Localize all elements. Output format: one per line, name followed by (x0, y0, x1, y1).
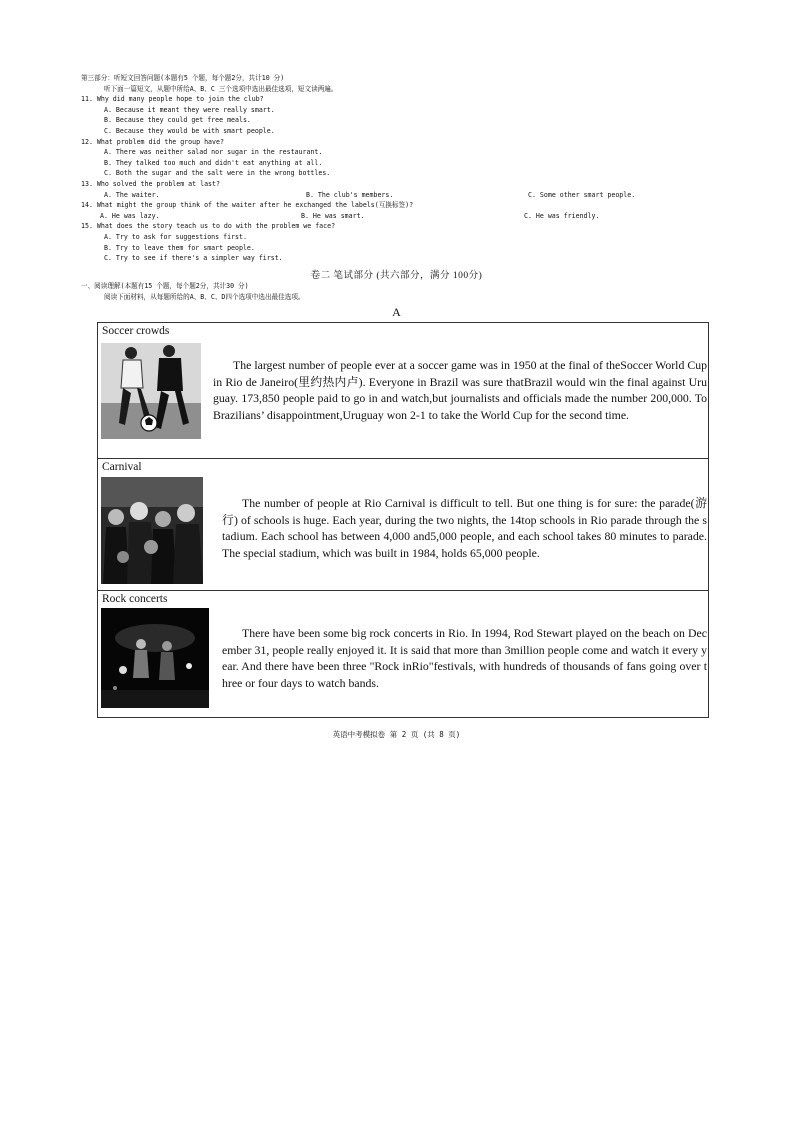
question-stem: 11. Why did many people hope to join the club? (81, 95, 264, 104)
question-options-row (81, 190, 721, 201)
row-title: Soccer crowds (102, 325, 170, 337)
question-stem: 13. Who solved the problem at last? (81, 179, 220, 188)
question-stem: 14. What might the group think of the waiter after he exchanged the labels(互换标签)? (81, 201, 414, 210)
passage-paragraph: The number of people at Rio Carnival is difficult to tell. But one thing is for sure: the parade(游行) of schools is huge. Each year, during the two nights, the 14top schools in Rio parade through the stadium. Each school has between 4,000 and5,000 people, and each school takes 80 minutes to parade. The special stadium, which was built in 1984, holds 65,000 people. (222, 496, 707, 560)
passage-paragraph: There have been some big rock concerts in Rio. In 1994, Rod Stewart played on the beach on December 31, people really enjoyed it. It is said that more than 3million people come and watch it every year. And there have been three "Rock inRio"festivals, with hundreds of thousands of fans going over three or four days to watch bands. (222, 626, 707, 690)
question-options-row (81, 211, 721, 222)
passage-paragraph: The largest number of people ever at a soccer game was in 1950 at the final of theSoccer World Cup in Rio de Janeiro(里约热内卢). Everyone in Brazil was sure thatBrazil would win the final against Uruguay. 173,850 people paid to go in and watch,but journalists and officials made the number 200,000. To Brazilians’ disappointment,Uruguay won 2-1 to take the World Cup for the second time. (213, 358, 707, 422)
question-option: B. They talked too much and didn't eat anything at all. (104, 158, 323, 167)
passage-letter: A (392, 305, 401, 319)
question-option: B. The club's members. (306, 190, 394, 199)
carnival-crowd-image (101, 477, 203, 584)
question-option: A. Because it meant they were really smart. (104, 105, 275, 114)
row-title: Carnival (102, 461, 142, 473)
question-option: A. There was neither salad nor sugar in the restaurant. (104, 148, 323, 157)
soccer-players-photo (101, 343, 201, 439)
reading-header: 一、阅读理解(本题有15 个题，每个题2分，共计30 分) (81, 282, 249, 290)
rock-concert-photo (101, 608, 209, 708)
question-option: C. Because they would be with smart people. (104, 126, 275, 135)
table-row (98, 459, 708, 591)
question-option: B. Because they could get free meals. (104, 116, 251, 125)
reading-section-header (81, 281, 305, 302)
rock-concert-image (101, 608, 209, 708)
section-two-title: 卷二 笔试部分 (共六部分，满分 100分) (310, 271, 483, 281)
question-option: A. The waiter. (104, 190, 160, 199)
question-option: C. Both the sugar and the salt were in the wrong bottles. (104, 169, 331, 178)
listening-header: 第三部分：听短文回答问题(本题有5 个题，每个题2分，共计10 分) (81, 74, 285, 82)
listening-instruction: 听下面一篇短文，从题中所给A、B、C 三个选项中选出最佳选项，短文读两遍。 (104, 84, 338, 93)
question-stem: 12. What problem did the group have? (81, 137, 224, 146)
question-option: A. He was lazy. (100, 211, 160, 220)
question-option: C. Try to see if there's a simpler way first. (104, 254, 283, 263)
question-stem: 15. What does the story teach us to do with the problem we face? (81, 222, 336, 231)
question-option: A. Try to ask for suggestions first. (104, 232, 247, 241)
table-row (98, 591, 708, 717)
passage-table (97, 322, 709, 718)
row-title: Rock concerts (102, 593, 168, 605)
carnival-crowd-photo (101, 477, 203, 584)
soccer-players-image (101, 343, 201, 439)
table-row (98, 323, 708, 459)
question-option: C. Some other smart people. (528, 190, 636, 199)
question-option: C. He was friendly. (524, 211, 600, 220)
question-option: B. He was smart. (301, 211, 365, 220)
question-option: B. Try to leave them for smart people. (104, 243, 255, 252)
reading-instruction: 阅读下面材料，从每题所给的A、B、C、D四个选项中选出最佳选项。 (104, 292, 305, 301)
page-footer: 英语中考模拟卷 第 2 页 (共 8 页) (332, 730, 461, 739)
listening-section (81, 73, 721, 264)
